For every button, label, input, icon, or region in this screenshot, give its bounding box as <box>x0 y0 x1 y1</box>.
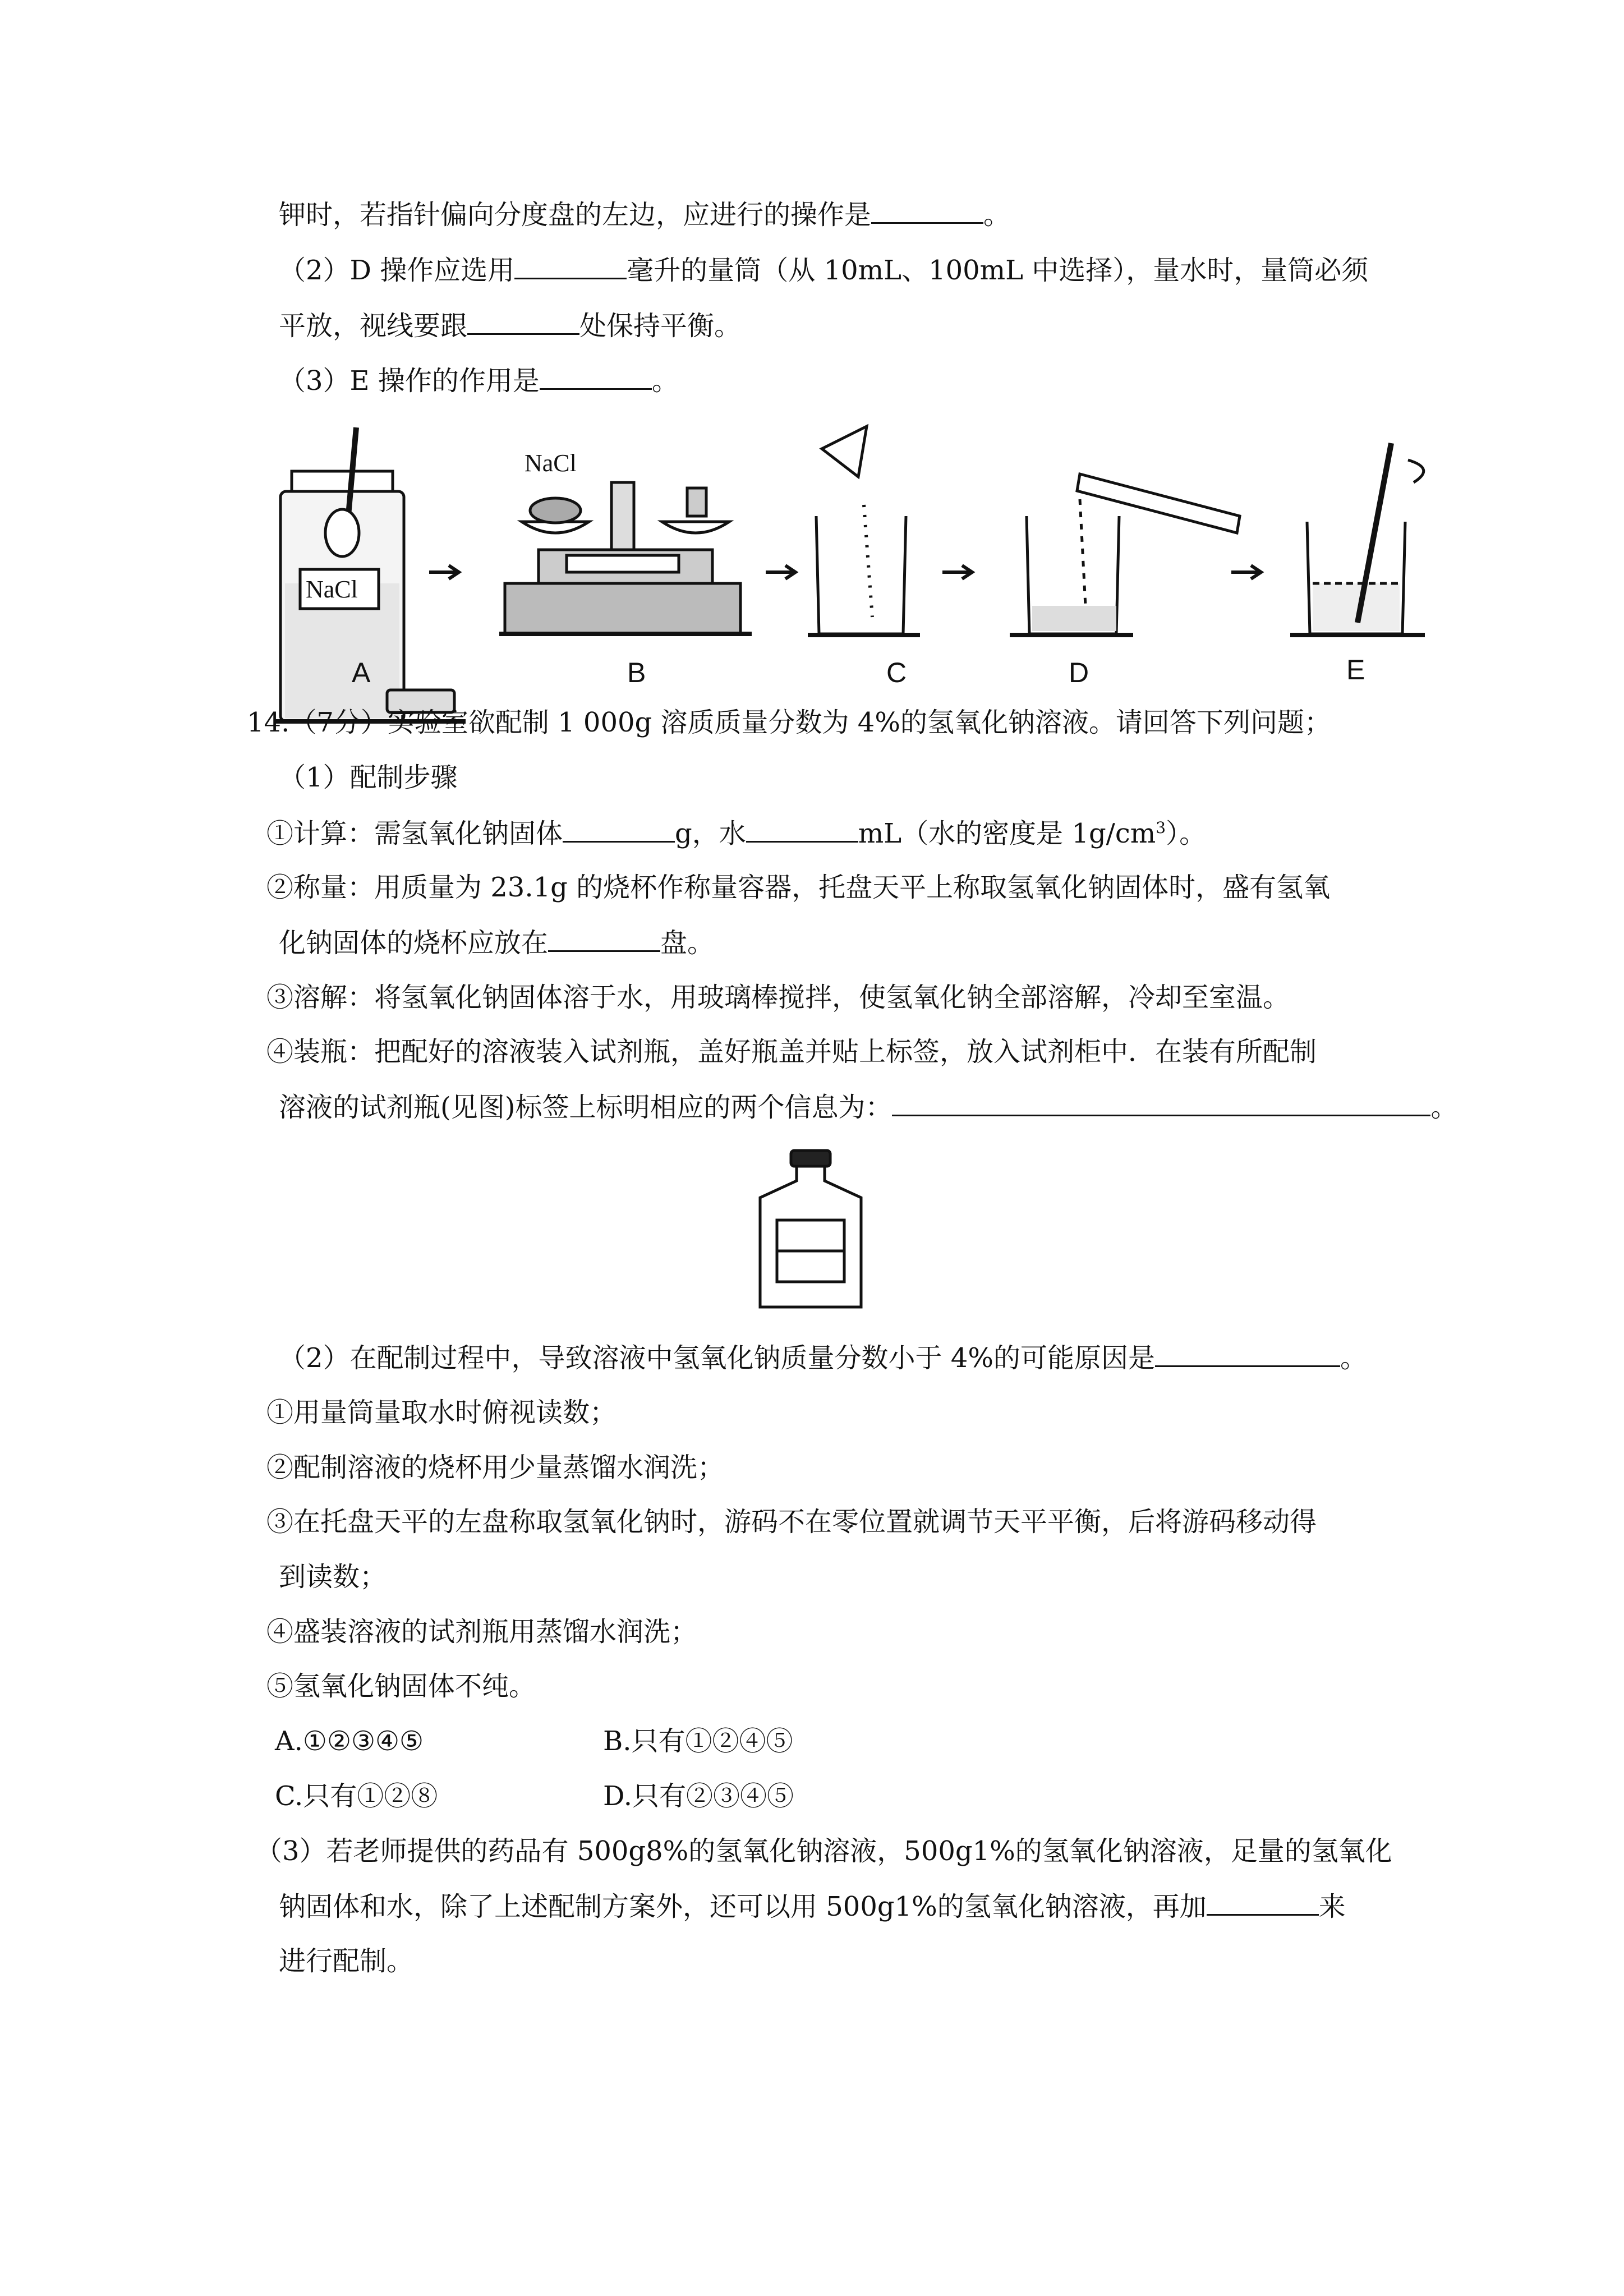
arrow-icon <box>766 565 795 579</box>
text: 。 <box>1430 1092 1458 1123</box>
reason-item: ④盛装溶液的试剂瓶用蒸馏水润洗； <box>266 1616 698 1648</box>
sub-question-3-line-2 <box>279 1889 1346 1924</box>
text: 。 <box>1340 1342 1367 1374</box>
step-calculate <box>266 816 1206 850</box>
text: ①计算：需氢氧化钠固体 <box>266 818 563 849</box>
text: 。 <box>983 199 1011 231</box>
step-weigh-1: ②称量：用质量为 23.1g 的烧杯作称量容器，托盘天平上称取氢氧化钠固体时，盛有氢氧 <box>266 872 1331 903</box>
question-line-3 <box>279 309 741 343</box>
beaker-stirring-rod-icon <box>1290 443 1425 635</box>
arrow-icon <box>942 565 972 579</box>
sub-question-3-line-3: 进行配制。 <box>279 1945 414 1977</box>
question-line-4 <box>279 364 679 398</box>
answer-blank[interactable] <box>514 253 627 279</box>
balance-icon <box>499 449 752 634</box>
answer-blank[interactable] <box>746 816 858 843</box>
question-line-2 <box>279 253 1368 287</box>
reagent-label: NaCl <box>306 576 358 603</box>
text: g，水 <box>675 818 746 849</box>
option-b[interactable]: B.只有①②④⑤ <box>603 1726 793 1757</box>
reason-item: ②配制溶液的烧杯用少量蒸馏水润洗； <box>266 1452 725 1483</box>
text: 毫升的量筒（从 10mL、100mL 中选择），量水时，量筒必须 <box>627 255 1369 286</box>
text: 来 <box>1318 1891 1346 1922</box>
superscript: 3 <box>1156 818 1166 837</box>
answer-blank[interactable] <box>563 816 675 843</box>
figure-caption-c: C <box>886 657 907 688</box>
text: 化钠固体的烧杯应放在 <box>279 927 549 959</box>
text: 溶液的试剂瓶(见图)标签上标明相应的两个信息为： <box>279 1092 892 1123</box>
sub-question-2 <box>279 1341 1367 1375</box>
reagent-bottle-figure <box>743 1147 878 1315</box>
answer-blank[interactable] <box>871 197 983 224</box>
step-dissolve: ③溶解：将氢氧化钠固体溶于水，用玻璃棒搅拌，使氢氧化钠全部溶解，冷却至室温。 <box>266 982 1290 1013</box>
text: （2）在配制过程中，导致溶液中氢氧化钠质量分数小于 4%的可能原因是 <box>279 1342 1155 1374</box>
text: 处保持平衡。 <box>579 310 742 342</box>
option-a[interactable]: A.①②③④⑤ <box>275 1726 424 1757</box>
figure-caption-b: B <box>627 657 646 688</box>
text: 平放，视线要跟 <box>279 310 468 342</box>
text: ）。 <box>1166 818 1207 849</box>
reason-item: ③在托盘天平的左盘称取氢氧化钠时，游码不在零位置就调节天平平衡，后将游码移动得 <box>266 1506 1317 1538</box>
answer-blank[interactable] <box>892 1090 1430 1116</box>
reason-item: ⑤氢氧化钠固体不纯。 <box>266 1671 536 1702</box>
text: （2）D 操作应选用 <box>279 255 515 286</box>
figure-caption-e: E <box>1346 654 1365 685</box>
answer-blank[interactable] <box>548 926 660 952</box>
beaker-funnel-icon <box>808 426 920 635</box>
bottle-cap-icon <box>791 1151 830 1166</box>
text: 。 <box>651 365 679 397</box>
text: 钾时，若指针偏向分度盘的左边，应进行的操作是 <box>279 199 872 231</box>
arrow-icon <box>429 565 459 579</box>
step-bottle-2 <box>279 1090 1457 1124</box>
text: 盘。 <box>660 927 715 959</box>
reason-item: ①用量筒量取水时俯视读数； <box>266 1397 617 1428</box>
question-line-1 <box>279 197 1010 232</box>
arrow-icon <box>1231 565 1261 579</box>
text: mL（水的密度是 1g/cm <box>858 818 1156 849</box>
text: 钠固体和水，除了上述配制方案外，还可以用 500g1%的氢氧化钠溶液，再加 <box>279 1891 1207 1922</box>
question-14-title: 14.（7分）实验室欲配制 1 000g 溶质质量分数为 4%的氢氧化钠溶液。请回答下列问题； <box>247 707 1331 738</box>
experiment-steps-figure <box>0 415 1624 729</box>
text: （3）E 操作的作用是 <box>279 365 540 397</box>
reagent-label: NaCl <box>525 449 577 477</box>
sub-question-1: （1）配制步骤 <box>279 762 458 793</box>
answer-blank[interactable] <box>540 364 652 390</box>
option-c[interactable]: C.只有①②⑧ <box>275 1780 438 1812</box>
option-d[interactable]: D.只有②③④⑤ <box>603 1780 794 1812</box>
figure-caption-d: D <box>1069 657 1089 688</box>
answer-blank[interactable] <box>1207 1889 1319 1916</box>
figure-caption-a: A <box>352 657 371 688</box>
answer-blank[interactable] <box>467 309 579 335</box>
reason-item-continued: 到读数； <box>279 1561 387 1593</box>
step-weigh-2 <box>279 926 714 960</box>
beaker-cylinder-icon <box>1010 474 1240 635</box>
answer-blank[interactable] <box>1155 1341 1340 1367</box>
sub-question-3-line-1: （3）若老师提供的药品有 500g8%的氢氧化钠溶液，500g1%的氢氧化钠溶液，足量的氢氧化 <box>255 1835 1392 1867</box>
step-bottle-1: ④装瓶：把配好的溶液装入试剂瓶，盖好瓶盖并贴上标签，放入试剂柜中．在装有所配制 <box>266 1036 1317 1068</box>
